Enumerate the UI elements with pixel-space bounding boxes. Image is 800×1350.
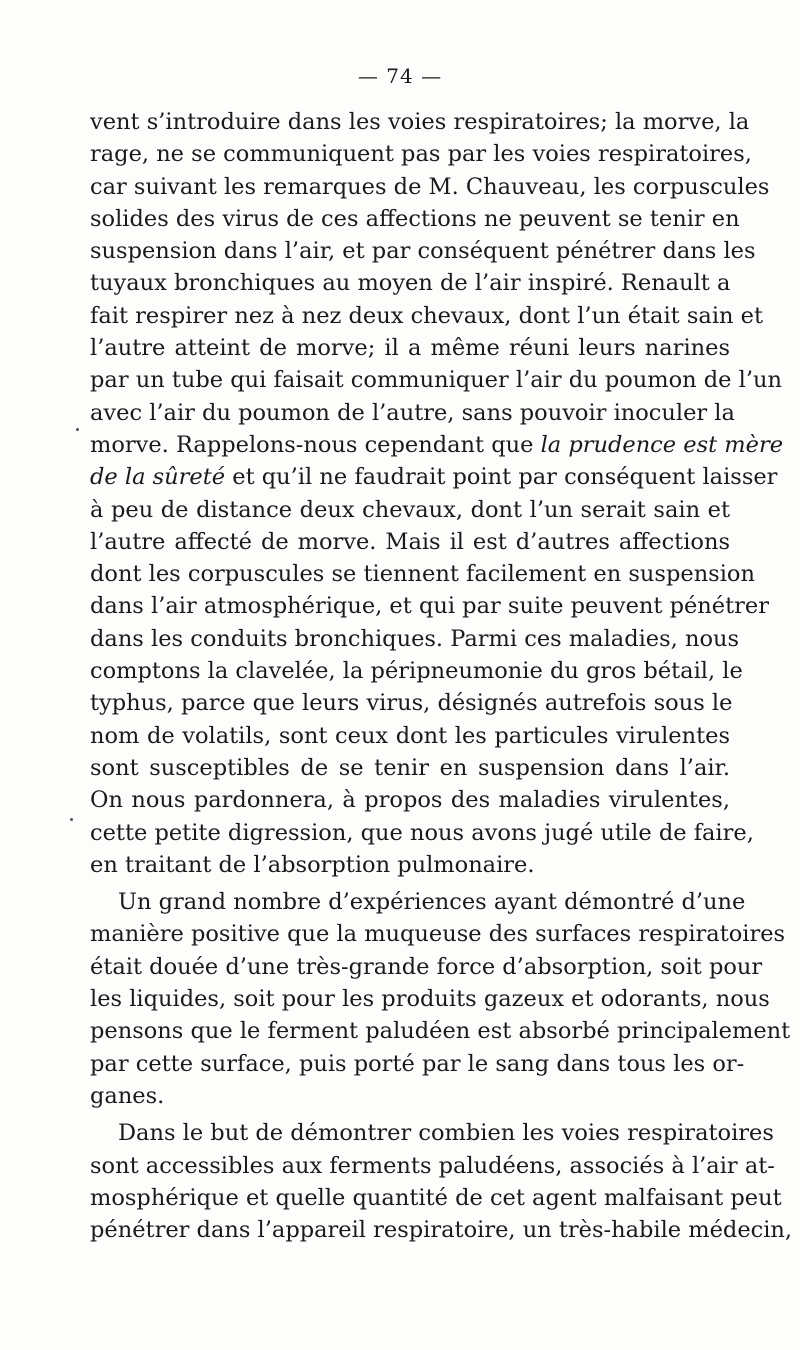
text-line-roman: et qu’il ne faudrait point par conséquent laisser xyxy=(225,464,778,491)
text-line: mosphérique et quelle quantité de cet agent malfaisant peut xyxy=(90,1184,782,1211)
paragraph-first-line: Un grand nombre d’expériences ayant démontré d’une xyxy=(118,889,746,916)
text-line: solides des virus de ces affections ne peuvent se tenir en xyxy=(90,205,740,232)
text-line: vent s’introduire dans les voies respiratoires; la morve, la xyxy=(90,109,750,135)
text-line: On nous pardonnera, à propos des maladies virulentes, xyxy=(90,787,730,814)
text-line: dans l’air atmosphérique, et qui par suite peuvent pénétrer xyxy=(90,593,769,620)
text-line: par un tube qui faisait communiquer l’air du poumon de l’un xyxy=(90,367,782,394)
text-line: comptons la clavelée, la péripneumonie du gros bétail, le xyxy=(90,658,743,685)
text-line: l’autre affecté de morve. Mais il est d’autres affections xyxy=(90,528,730,555)
text-line: cette petite digression, que nous avons jugé utile de faire, xyxy=(90,819,754,846)
page-number: — 74 — xyxy=(357,64,443,88)
ink-speck xyxy=(70,818,73,821)
text-line: rage, ne se communiquent pas par les voies respiratoires, xyxy=(90,141,752,168)
text-line: l’autre atteint de morve; il a même réuni leurs narines xyxy=(90,335,730,362)
text-line-roman: morve. Rappelons-nous cependant que xyxy=(90,431,541,458)
paragraph-first-line: Dans le but de démontrer combien les voies respiratoires xyxy=(118,1120,774,1147)
ink-speck xyxy=(76,428,79,431)
body-text xyxy=(90,106,793,1246)
italic-phrase: la prudence est mère xyxy=(540,431,784,458)
text-line: typhus, parce que leurs virus, désignés autrefois sous le xyxy=(90,690,733,717)
text-line: avec l’air du poumon de l’autre, sans pouvoir inoculer la xyxy=(90,399,735,426)
text-line: pensons que le ferment paludéen est absorbé principalement xyxy=(90,1018,791,1045)
text-line: dans les conduits bronchiques. Parmi ces maladies, nous xyxy=(90,625,740,652)
text-line: dont les corpuscules se tiennent facilement en suspension xyxy=(90,561,755,588)
italic-phrase: de la sûreté xyxy=(90,464,226,491)
text-line: tuyaux bronchiques au moyen de l’air inspiré. Renault a xyxy=(90,270,731,297)
text-line xyxy=(90,429,784,461)
text-line: sont susceptibles de se tenir en suspension dans l’air. xyxy=(90,754,730,781)
text-line: nom de volatils, sont ceux dont les particules virulentes xyxy=(90,722,730,749)
text-line: en traitant de l’absorption pulmonaire. xyxy=(90,851,535,878)
text-line: manière positive que la muqueuse des surfaces respiratoires xyxy=(90,921,786,948)
text-line: par cette surface, puis porté par le sang dans tous les or- xyxy=(90,1050,745,1077)
text-line: fait respirer nez à nez deux chevaux, dont l’un était sain et xyxy=(90,302,764,329)
text-line xyxy=(90,461,778,493)
text-line: car suivant les remarques de M. Chauveau, les corpuscules xyxy=(90,173,770,200)
text-line: à peu de distance deux chevaux, dont l’un serait sain et xyxy=(90,496,730,523)
text-line: était douée d’une très-grande force d’absorption, soit pour xyxy=(90,953,763,980)
text-line: pénétrer dans l’appareil respiratoire, un très-habile médecin, xyxy=(90,1217,793,1244)
text-line: suspension dans l’air, et par conséquent pénétrer dans les xyxy=(90,238,756,265)
text-line: sont accessibles aux ferments paludéens, associés à l’air at- xyxy=(90,1152,775,1179)
text-line: ganes. xyxy=(90,1082,165,1109)
text-line: les liquides, soit pour les produits gazeux et odorants, nous xyxy=(90,986,770,1013)
